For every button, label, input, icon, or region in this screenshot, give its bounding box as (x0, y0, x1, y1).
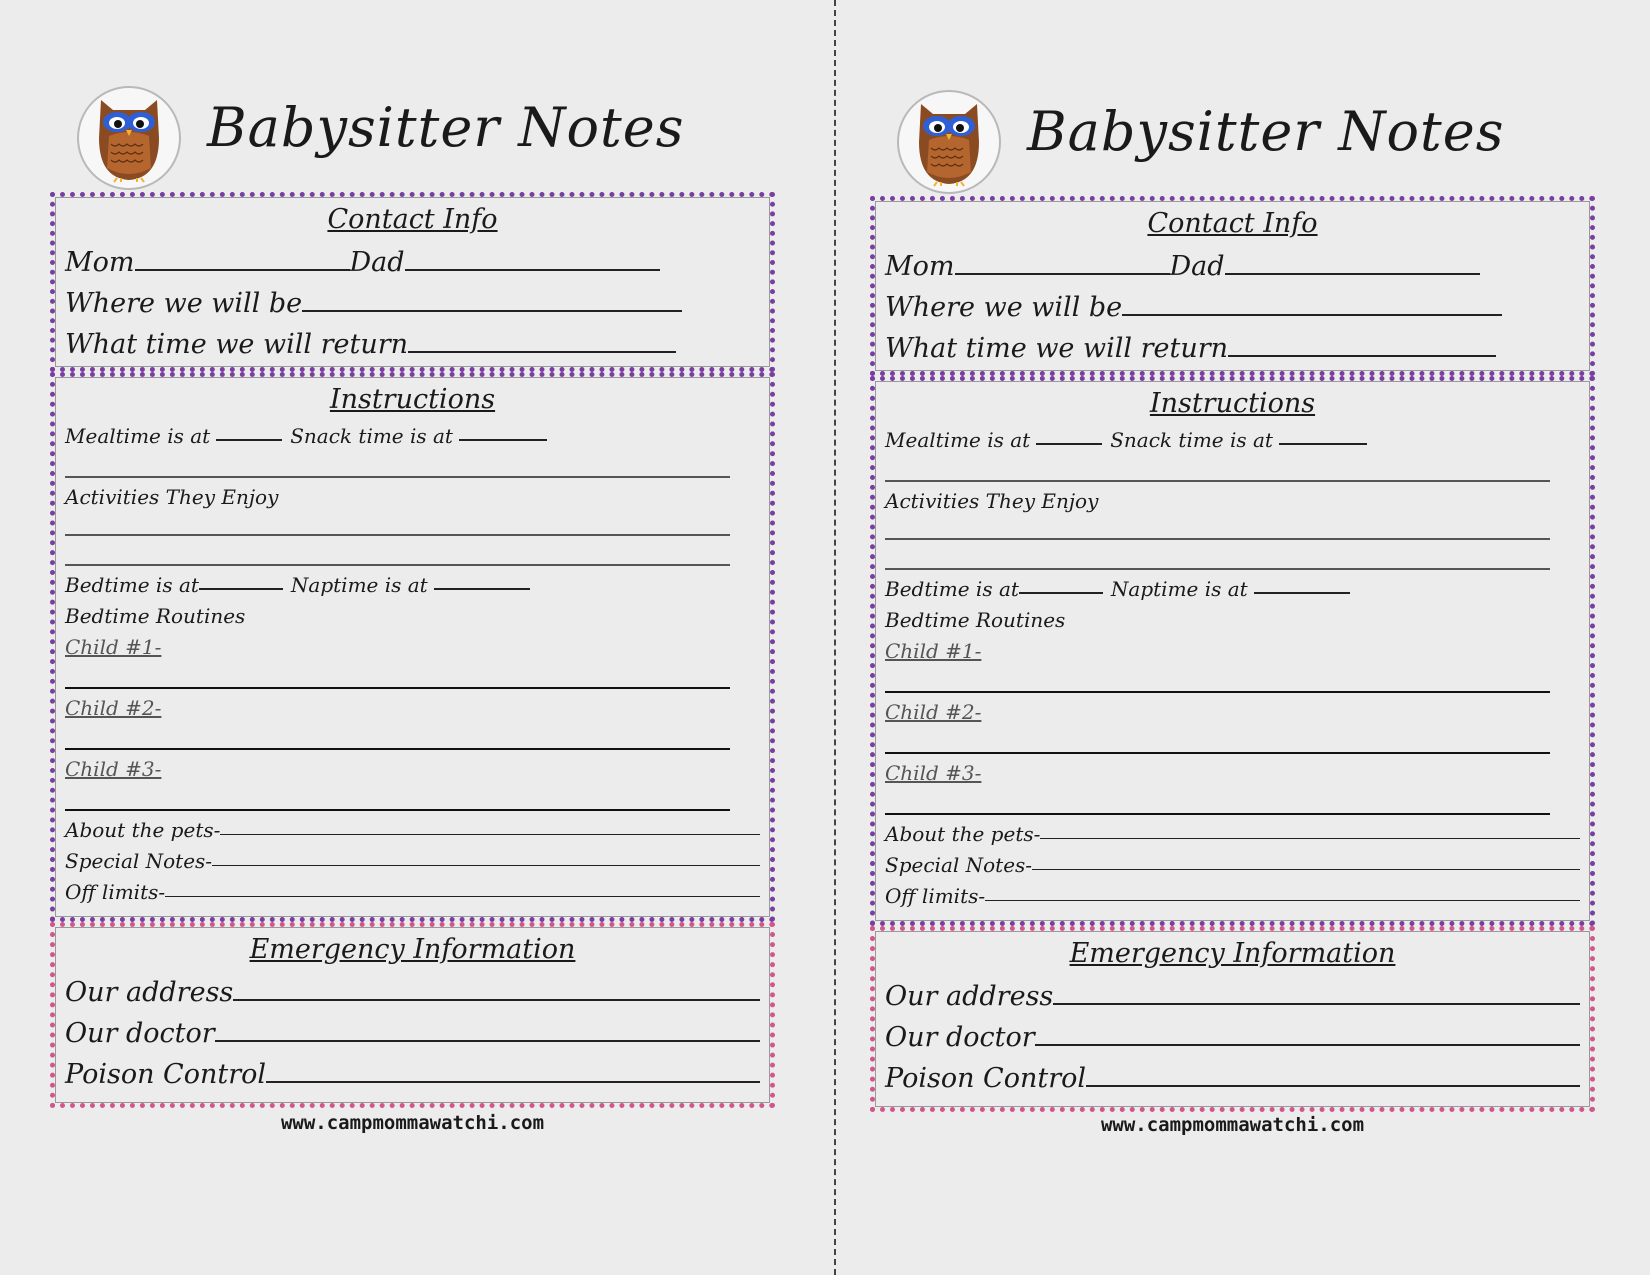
special-notes-field[interactable] (212, 865, 760, 866)
address-field[interactable] (1053, 1003, 1580, 1005)
where-field[interactable] (1122, 314, 1502, 316)
cut-line (834, 0, 836, 1275)
off-limits-label: Off limits- (65, 880, 166, 904)
child2-label: Child #2- (65, 696, 162, 720)
activities-line-1[interactable] (885, 513, 1550, 540)
child1-line[interactable] (885, 663, 1550, 693)
mealtime-field[interactable] (216, 439, 282, 441)
address-label: Our address (65, 977, 234, 1008)
snacktime-label: Snack time is at (1110, 428, 1273, 452)
contact-info-section (870, 196, 1595, 376)
routines-label: Bedtime Routines (885, 608, 1066, 632)
naptime-field[interactable] (1254, 592, 1350, 594)
address-label: Our address (885, 981, 1054, 1012)
pets-label: About the pets- (885, 822, 1041, 846)
naptime-label: Naptime is at (290, 573, 428, 597)
dad-field[interactable] (405, 269, 660, 271)
activities-label: Activities They Enjoy (65, 485, 279, 509)
contact-info-section (50, 192, 775, 372)
poison-control-field[interactable] (266, 1081, 760, 1083)
naptime-field[interactable] (434, 588, 530, 590)
activities-line-2[interactable] (65, 536, 730, 566)
child3-label: Child #3- (65, 757, 162, 781)
mealtime-notes-line[interactable] (885, 452, 1550, 482)
where-field[interactable] (302, 310, 682, 312)
poison-control-label: Poison Control (65, 1059, 266, 1090)
emergency-heading: Emergency Information (1069, 938, 1396, 969)
page-title: Babysitter Notes (207, 96, 685, 159)
dad-field[interactable] (1225, 273, 1480, 275)
owl-icon (77, 86, 181, 190)
bedtime-label: Bedtime is at (65, 573, 199, 597)
instructions-heading: Instructions (329, 384, 496, 415)
dad-label: Dad (349, 247, 405, 278)
activities-label: Activities They Enjoy (885, 489, 1099, 513)
return-time-field[interactable] (408, 351, 676, 353)
mom-label: Mom (885, 251, 955, 282)
doctor-label: Our doctor (885, 1022, 1035, 1053)
off-limits-field[interactable] (985, 900, 1580, 901)
where-label: Where we will be (65, 288, 303, 319)
contact-info-heading: Contact Info (327, 204, 498, 235)
return-time-label: What time we will return (65, 329, 409, 360)
snacktime-field[interactable] (1279, 443, 1367, 445)
snacktime-label: Snack time is at (290, 424, 453, 448)
instructions-section (50, 372, 775, 922)
card-header (897, 86, 1577, 196)
poison-control-label: Poison Control (885, 1063, 1086, 1094)
special-notes-label: Special Notes- (65, 849, 213, 873)
poison-control-field[interactable] (1086, 1085, 1580, 1087)
card-right (870, 0, 1600, 1275)
emergency-section (870, 926, 1595, 1112)
pets-field[interactable] (1040, 838, 1580, 839)
contact-info-heading: Contact Info (1147, 208, 1318, 239)
mealtime-label: Mealtime is at (885, 428, 1031, 452)
naptime-label: Naptime is at (1110, 577, 1248, 601)
doctor-field[interactable] (1035, 1044, 1580, 1046)
child1-label: Child #1- (885, 639, 982, 663)
bedtime-label: Bedtime is at (885, 577, 1019, 601)
activities-line-1[interactable] (65, 509, 730, 536)
mealtime-notes-line[interactable] (65, 448, 730, 478)
routines-label: Bedtime Routines (65, 604, 246, 628)
snacktime-field[interactable] (459, 439, 547, 441)
pets-label: About the pets- (65, 818, 221, 842)
child1-label: Child #1- (65, 635, 162, 659)
return-time-field[interactable] (1228, 355, 1496, 357)
instructions-heading: Instructions (1149, 388, 1316, 419)
off-limits-label: Off limits- (885, 884, 986, 908)
child3-line[interactable] (65, 781, 730, 811)
mom-field[interactable] (135, 269, 350, 271)
doctor-field[interactable] (215, 1040, 760, 1042)
child1-line[interactable] (65, 659, 730, 689)
footer-url: www.campmommawatchi.com (1100, 1114, 1365, 1136)
mealtime-label: Mealtime is at (65, 424, 211, 448)
page-title: Babysitter Notes (1027, 100, 1505, 163)
child2-label: Child #2- (885, 700, 982, 724)
mealtime-field[interactable] (1036, 443, 1102, 445)
doctor-label: Our doctor (65, 1018, 215, 1049)
address-field[interactable] (233, 999, 760, 1001)
card-left (50, 0, 780, 1275)
child3-label: Child #3- (885, 761, 982, 785)
special-notes-label: Special Notes- (885, 853, 1033, 877)
child3-line[interactable] (885, 785, 1550, 815)
emergency-section (50, 922, 775, 1108)
instructions-section (870, 376, 1595, 926)
child2-line[interactable] (885, 724, 1550, 754)
mom-field[interactable] (955, 273, 1170, 275)
activities-line-2[interactable] (885, 540, 1550, 570)
return-time-label: What time we will return (885, 333, 1229, 364)
bedtime-field[interactable] (1019, 592, 1103, 594)
mom-label: Mom (65, 247, 135, 278)
pets-field[interactable] (220, 834, 760, 835)
card-header (77, 82, 757, 192)
emergency-heading: Emergency Information (249, 934, 576, 965)
off-limits-field[interactable] (165, 896, 760, 897)
dad-label: Dad (1169, 251, 1225, 282)
owl-icon (897, 90, 1001, 194)
special-notes-field[interactable] (1032, 869, 1580, 870)
footer-url: www.campmommawatchi.com (280, 1112, 545, 1134)
child2-line[interactable] (65, 720, 730, 750)
bedtime-field[interactable] (199, 588, 283, 590)
where-label: Where we will be (885, 292, 1123, 323)
